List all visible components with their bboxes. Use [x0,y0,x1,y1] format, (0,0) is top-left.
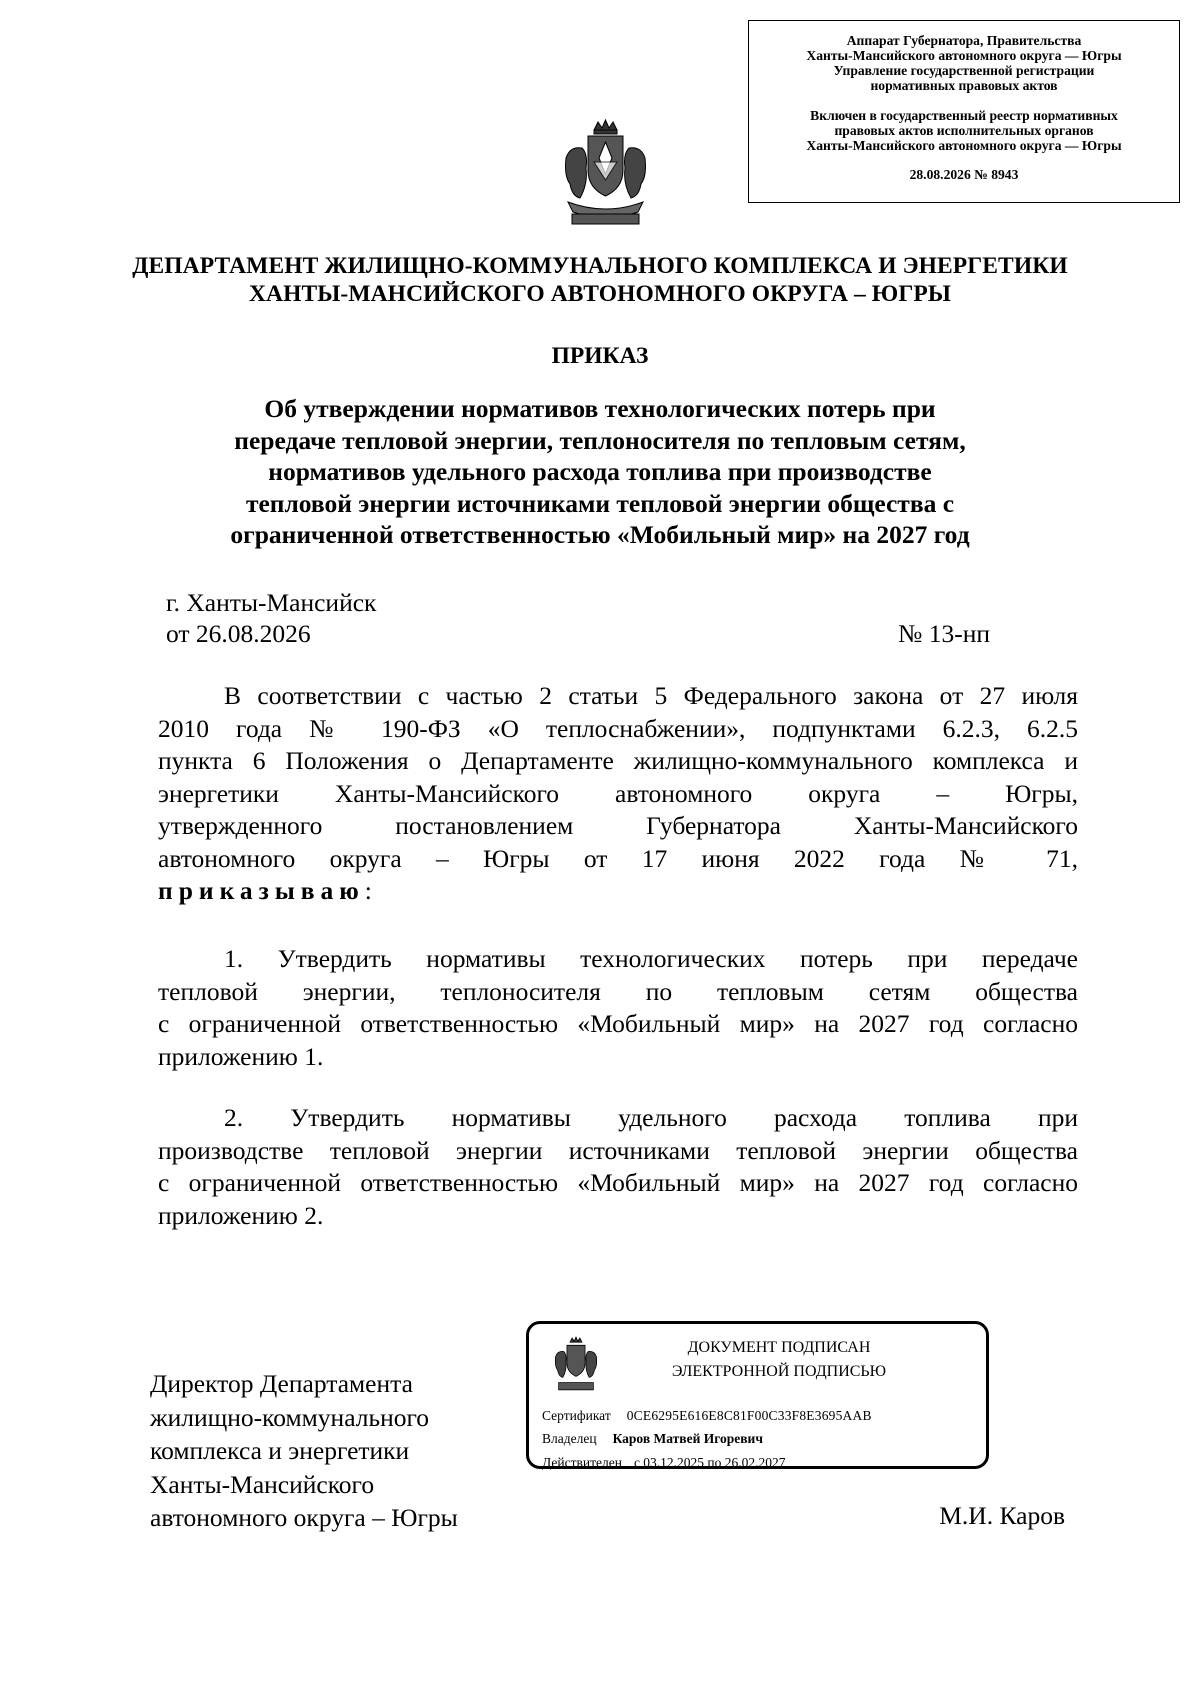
stamp-date-number: 28.08.2026 № 8943 [909,167,1019,182]
coat-of-arms-icon [551,1336,601,1394]
document-type: ПРИКАЗ [551,343,649,369]
document-date: от 26.08.2026 [166,619,311,648]
preamble-line: утвержденного постановлением Губернатора Ханты-Мансийского [158,811,1078,840]
department-line: ХАНТЫ-МАНСИЙСКОГО АВТОНОМНОГО ОКРУГА – ЮГРЫ [248,281,952,307]
item-2-line: приложению 2. [158,1200,324,1230]
esig-title [629,1336,929,1384]
signer-position-line: Ханты-Мансийского [150,1469,375,1499]
stamp-included-line: Ханты-Мансийского автономного округа — Югры [806,138,1122,153]
stamp-included-line: правовых актов исполнительных органов [834,123,1094,138]
item-1-paragraph [158,943,1078,1073]
esig-owner-row [542,1431,763,1447]
esig-owner-value: Каров Матвей Игоревич [612,1431,763,1446]
order-colon: : [364,876,372,905]
signer-position [150,1367,458,1535]
coat-of-arms-icon [558,118,653,230]
esig-certificate-value: 0CE6295E616E8C81F00C33F8E3695AAB [626,1408,872,1423]
item-1-line: тепловой энергии, теплоносителя по тепловым сетям общества [158,976,1078,1006]
signer-name: М.И. Каров [939,1501,1065,1530]
signer-position-line: жилищно-коммунального [150,1402,430,1432]
esig-valid-row [542,1455,786,1471]
preamble-line: В соответствии с частью 2 статьи 5 Федерального закона от 27 июля [224,681,1078,710]
electronic-signature-stamp [526,1321,989,1469]
esig-title-line: ДОКУМЕНТ ПОДПИСАН [687,1339,871,1356]
department-name [0,252,1200,308]
stamp-line: Аппарат Губернатора, Правительства [846,33,1082,48]
preamble-line: пункта 6 Положения о Департаменте жилищно-коммунального комплекса и [158,746,1078,775]
item-2-line: 2. Утвердить нормативы удельного расхода топлива при [224,1103,1078,1132]
order-word: приказываю [158,876,365,905]
subject-line: нормативов удельного расхода топлива при производстве [268,457,932,486]
esig-title-line: ЭЛЕКТРОННОЙ ПОДПИСЬЮ [671,1363,887,1380]
stamp-line: Управление государственной регистрации [833,63,1095,78]
subject-line: передаче тепловой энергии, теплоносителя по тепловым сетям, [234,425,966,455]
item-1-line: 1. Утвердить нормативы технологических потерь при передаче [224,944,1078,973]
subject-line: тепловой энергии источниками тепловой энергии общества с [245,488,955,518]
document-number: № 13-нп [898,619,990,648]
signer-position-line: Директор Департамента [150,1369,413,1398]
item-1-line: приложению 1. [158,1041,324,1071]
document-subject [0,393,1200,551]
item-2-line: с ограниченной ответственностью «Мобильный мир» на 2027 год согласно [158,1168,1078,1197]
stamp-line: Ханты-Мансийского автономного округа — Югры [806,48,1122,63]
item-2-paragraph [158,1102,1078,1232]
order-word-line [158,875,1078,908]
department-line: ДЕПАРТАМЕНТ ЖИЛИЩНО-КОММУНАЛЬНОГО КОМПЛЕКСА И ЭНЕРГЕТИКИ [132,253,1068,279]
esig-valid-label: Действителен [542,1455,622,1470]
esig-certificate-row [542,1408,872,1424]
subject-line: Об утверждении нормативов технологических потерь при [264,394,936,423]
stamp-line: нормативных правовых актов [870,78,1058,93]
preamble-line: энергетики Ханты-Мансийского автономного округа – Югры, [158,778,1078,808]
esig-certificate-label: Сертификат [542,1408,611,1423]
signer-position-line: автономного округа – Югры [150,1503,458,1532]
item-2-line: производстве тепловой энергии источниками тепловой энергии общества [158,1135,1078,1165]
esig-owner-label: Владелец [542,1431,597,1446]
subject-line: ограниченной ответственностью «Мобильный мир» на 2027 год [230,520,970,549]
document-city: г. Ханты-Мансийск [166,588,377,617]
preamble-line: автономного округа – Югры от 17 июня 2022 года № 71, [158,843,1078,873]
preamble-paragraph [158,680,1078,908]
item-1-line: с ограниченной ответственностью «Мобильный мир» на 2027 год согласно [158,1009,1078,1038]
esig-valid-value: с 03.12.2025 по 26.02.2027 [633,1455,786,1470]
registration-stamp [748,20,1180,203]
preamble-line: 2010 года № 190-ФЗ «О теплоснабжении», подпунктами 6.2.3, 6.2.5 [158,713,1078,743]
signer-position-line: комплекса и энергетики [150,1436,410,1465]
stamp-included-line: Включен в государственный реестр нормативных [810,108,1118,123]
